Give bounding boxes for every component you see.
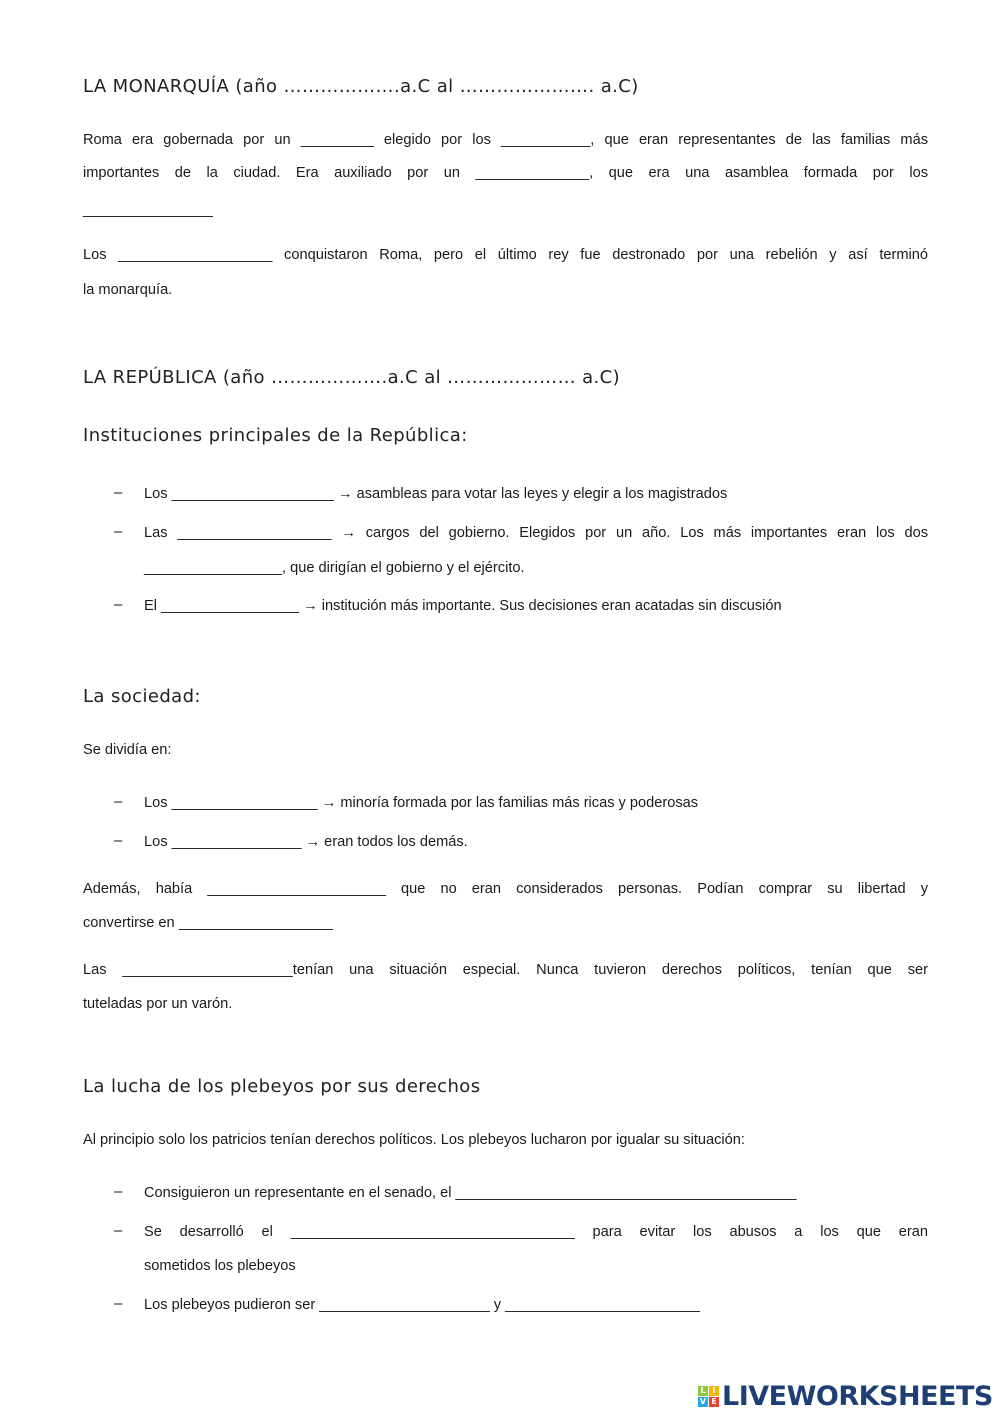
instituciones-subheading: Instituciones principales de la República: [83,425,468,446]
bullet-dash: – [114,523,123,540]
bullet-item: Los plebeyos pudieron ser _____________________ y ________________________ [144,1297,700,1313]
republica-heading: LA REPÚBLICA (año ……………….a.C al ………………… a.C) [83,367,621,388]
logo-cube: V [699,1397,707,1406]
bullet-item: El _________________ → institución más importante. Sus decisiones eran acatadas sin discusión [144,598,782,614]
bullet-item: Los ________________ → eran todos los demás. [144,834,468,850]
lucha-heading: La lucha de los plebeyos por sus derechos [83,1076,481,1097]
text-line: Además, había ______________________ que no eran considerados personas. Podían comprar su libertad y [83,881,928,897]
bullet-item: Los ____________________ → asambleas para votar las leyes y elegir a los magistrados [144,486,728,502]
bullet-item: Consiguieron un representante en el senado, el __________________________________________ [144,1185,797,1201]
bullet-dash: – [114,1183,123,1200]
bullet-dash: – [114,484,123,501]
bullet-dash: – [114,1295,123,1312]
text-line: Roma era gobernada por un _________ elegido por los ___________, que eran representantes de las familias más [83,132,928,148]
logo-cube: L [698,1386,708,1396]
logo-cube: I [709,1386,719,1396]
sociedad-heading: La sociedad: [83,686,201,707]
monarquia-heading: LA MONARQUÍA (año ……………….a.C al …………………. a.C) [83,76,639,97]
bullet-continuation: _________________, que dirigían el gobierno y el ejército. [144,560,525,576]
bullet-item: Los __________________ → minoría formada por las familias más ricas y poderosas [144,795,699,811]
bullet-dash: – [114,832,123,849]
text-line: Las _____________________tenían una situación especial. Nunca tuvieron derechos políticos, tenían que ser [83,962,928,978]
liveworksheets-logo [698,1381,993,1412]
text-line: la monarquía. [83,282,173,298]
logo-text: LIVEWORKSHEETS [722,1381,993,1412]
bullet-dash: – [114,596,123,613]
text-line: ________________ [83,202,213,218]
bullet-item: Se desarrolló el ___________________________________ para evitar los abusos a los que eran [144,1224,928,1240]
text-line: Los ___________________ conquistaron Roma, pero el último rey fue destronado por una rebelión y así terminó [83,247,928,263]
text-line: importantes de la ciudad. Era auxiliado por un ______________, que era una asamblea formada por los [83,165,928,181]
logo-cube: E [709,1397,719,1407]
bullet-dash: – [114,1222,123,1239]
text-line: Al principio solo los patricios tenían derechos políticos. Los plebeyos lucharon por igualar su situación: [83,1132,745,1148]
text-line: tuteladas por un varón. [83,996,233,1012]
bullet-dash: – [114,793,123,810]
text-line: Se dividía en: [83,742,172,758]
bullet-continuation: sometidos los plebeyos [144,1258,296,1274]
text-line: convertirse en ___________________ [83,915,333,931]
bullet-item: Las ___________________ → cargos del gobierno. Elegidos por un año. Los más importantes eran los dos [144,525,928,541]
logo-cubes-icon [698,1386,719,1407]
